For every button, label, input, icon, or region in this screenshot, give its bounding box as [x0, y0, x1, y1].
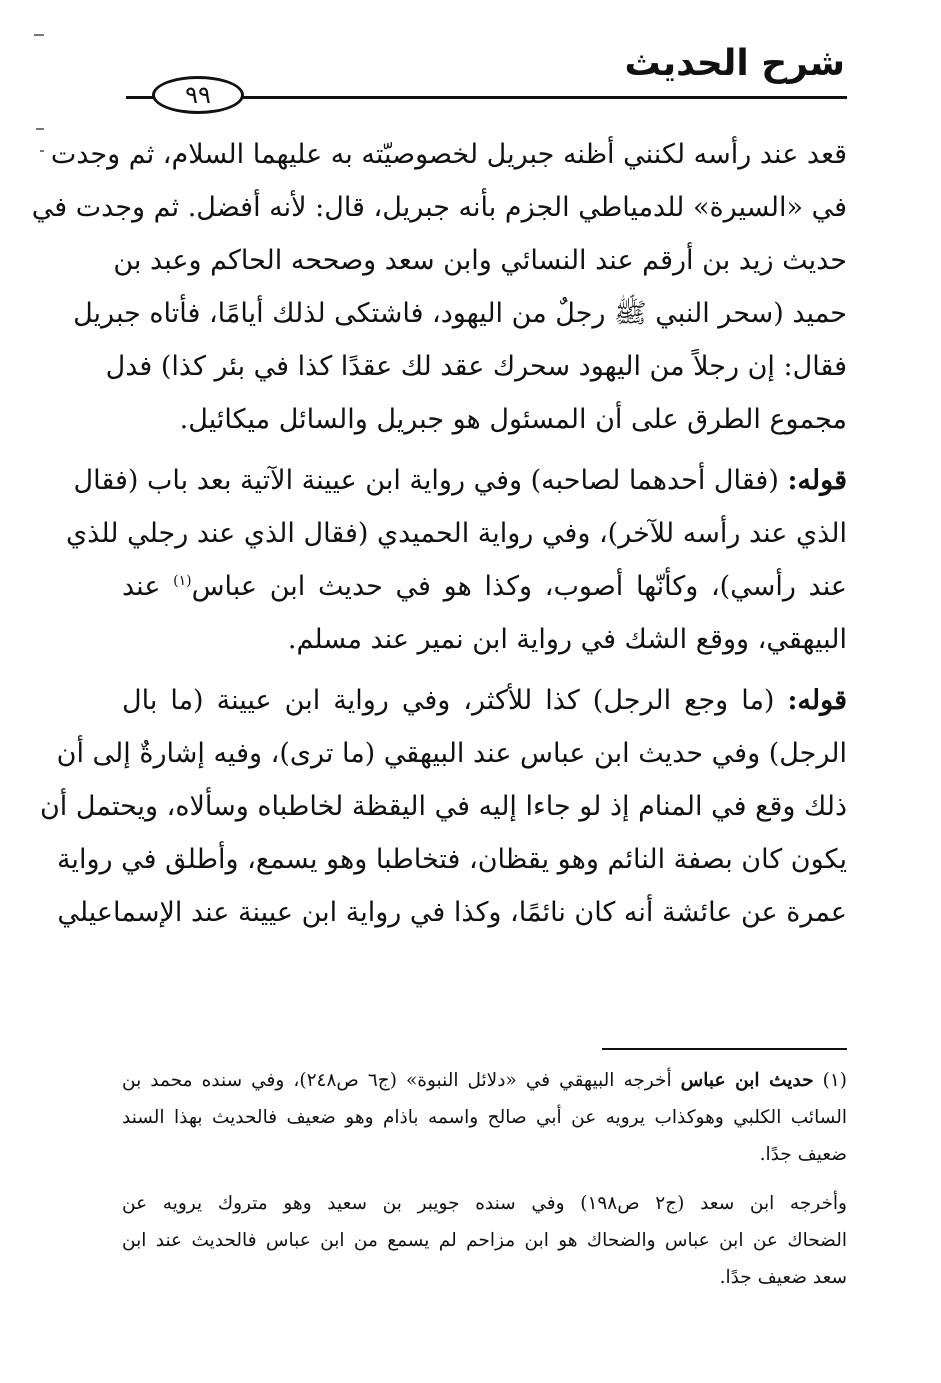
footnote-number: (١) [822, 1070, 847, 1091]
text-line: مجموع الطرق على أن المسئول هو جبريل والسائل ميكائيل. [179, 404, 847, 435]
text-line: حميد (سحر النبي ﷺ رجلٌ من اليهود، فاشتكى لذلك أيامًا، فأتاه جبريل [73, 298, 847, 329]
text-line: حديث زيد بن أرقم عند النسائي وابن سعد وصححه الحاكم وعبد بن [113, 245, 847, 276]
text-line: الرجل) وفي حديث ابن عباس عند البيهقي (ما ترى)، وفيه إشارةٌ إلى أن [56, 738, 847, 769]
text-line: قوله: (فقال أحدهما لصاحبه) وفي رواية ابن عيينة الآتية بعد باب (فقال [73, 465, 847, 496]
text-line: ذلك وقع في المنام إذ لو جاءا إليه في اليقظة لخاطباه وسألاه، ويحتمل أن [39, 791, 847, 822]
text-line: يكون كان بصفة النائم وهو يقظان، فتخاطبا وهو يسمع، وأطلق في رواية [56, 844, 847, 875]
footnotes [122, 1062, 847, 1296]
main-text [31, 128, 847, 939]
footnote-1 [122, 1062, 847, 1173]
text-line: قوله: (ما وجع الرجل) كذا للأكثر، وفي رواية ابن عيينة (ما بال [122, 685, 847, 716]
footnote-reference: (١) [173, 573, 192, 589]
footnote-separator [602, 1048, 847, 1050]
text-line: عمرة عن عائشة أنه كان نائمًا، وكذا في رواية ابن عيينة عند الإسماعيلي [57, 897, 847, 928]
page-number: ٩٩ [152, 76, 244, 114]
text-line: في «السيرة» للدمياطي الجزم بأنه جبريل، قال: لأنه أفضل. ثم وجدت في [31, 192, 847, 223]
scan-speck [36, 128, 44, 130]
footnote-line: الضحاك عن ابن عباس والضحاك هو ابن مزاحم لم يسمع من ابن عباس فالحديث عند ابن [122, 1230, 847, 1251]
text-line: البيهقي، ووقع الشك في رواية ابن نمير عند مسلم. [287, 624, 847, 655]
text-line: الذي عند رأسه للآخر)، وفي رواية الحميدي (فقال الذي عند رجلي للذي [66, 518, 847, 549]
footnote-line: ضعيف جدًا. [759, 1144, 847, 1165]
footnote-line: (١) حديث ابن عباس أخرجه البيهقي في «دلائل النبوة» (ج٦ ص٢٤٨)، وفي سنده محمد بن [122, 1070, 847, 1091]
paragraph-3 [39, 674, 847, 939]
running-header-title: شرح الحديث [624, 43, 845, 84]
paragraph-label: قوله: [787, 685, 847, 716]
footnote-2 [122, 1185, 847, 1296]
text-line: عند رأسي)، وكأنّها أصوب، وكذا هو في حديث ابن عباس$^{(١)}$ عند [122, 571, 847, 602]
text-line: فقال: إن رجلاً من اليهود سحرك عقد لك عقدًا كذا في بئر كذا) فدل [105, 351, 847, 382]
paragraph-2 [66, 454, 847, 666]
scan-speck [40, 150, 44, 152]
scan-speck [34, 34, 44, 36]
footnote-line: السائب الكلبي وهوكذاب يرويه عن أبي صالح واسمه باذام وهو ضعيف فالحديث بهذا السند [122, 1107, 847, 1128]
text-line: قعد عند رأسه لكنني أظنه جبريل لخصوصيّته به عليهما السلام، ثم وجدت [50, 139, 847, 170]
footnote-line: وأخرجه ابن سعد (ج٢ ص١٩٨) وفي سنده جويبر بن سعيد وهو متروك يرويه عن [122, 1193, 847, 1214]
paragraph-1 [31, 128, 847, 446]
footnote-line: سعد ضعيف جدًا. [719, 1267, 847, 1288]
paragraph-label: قوله: [787, 465, 847, 496]
